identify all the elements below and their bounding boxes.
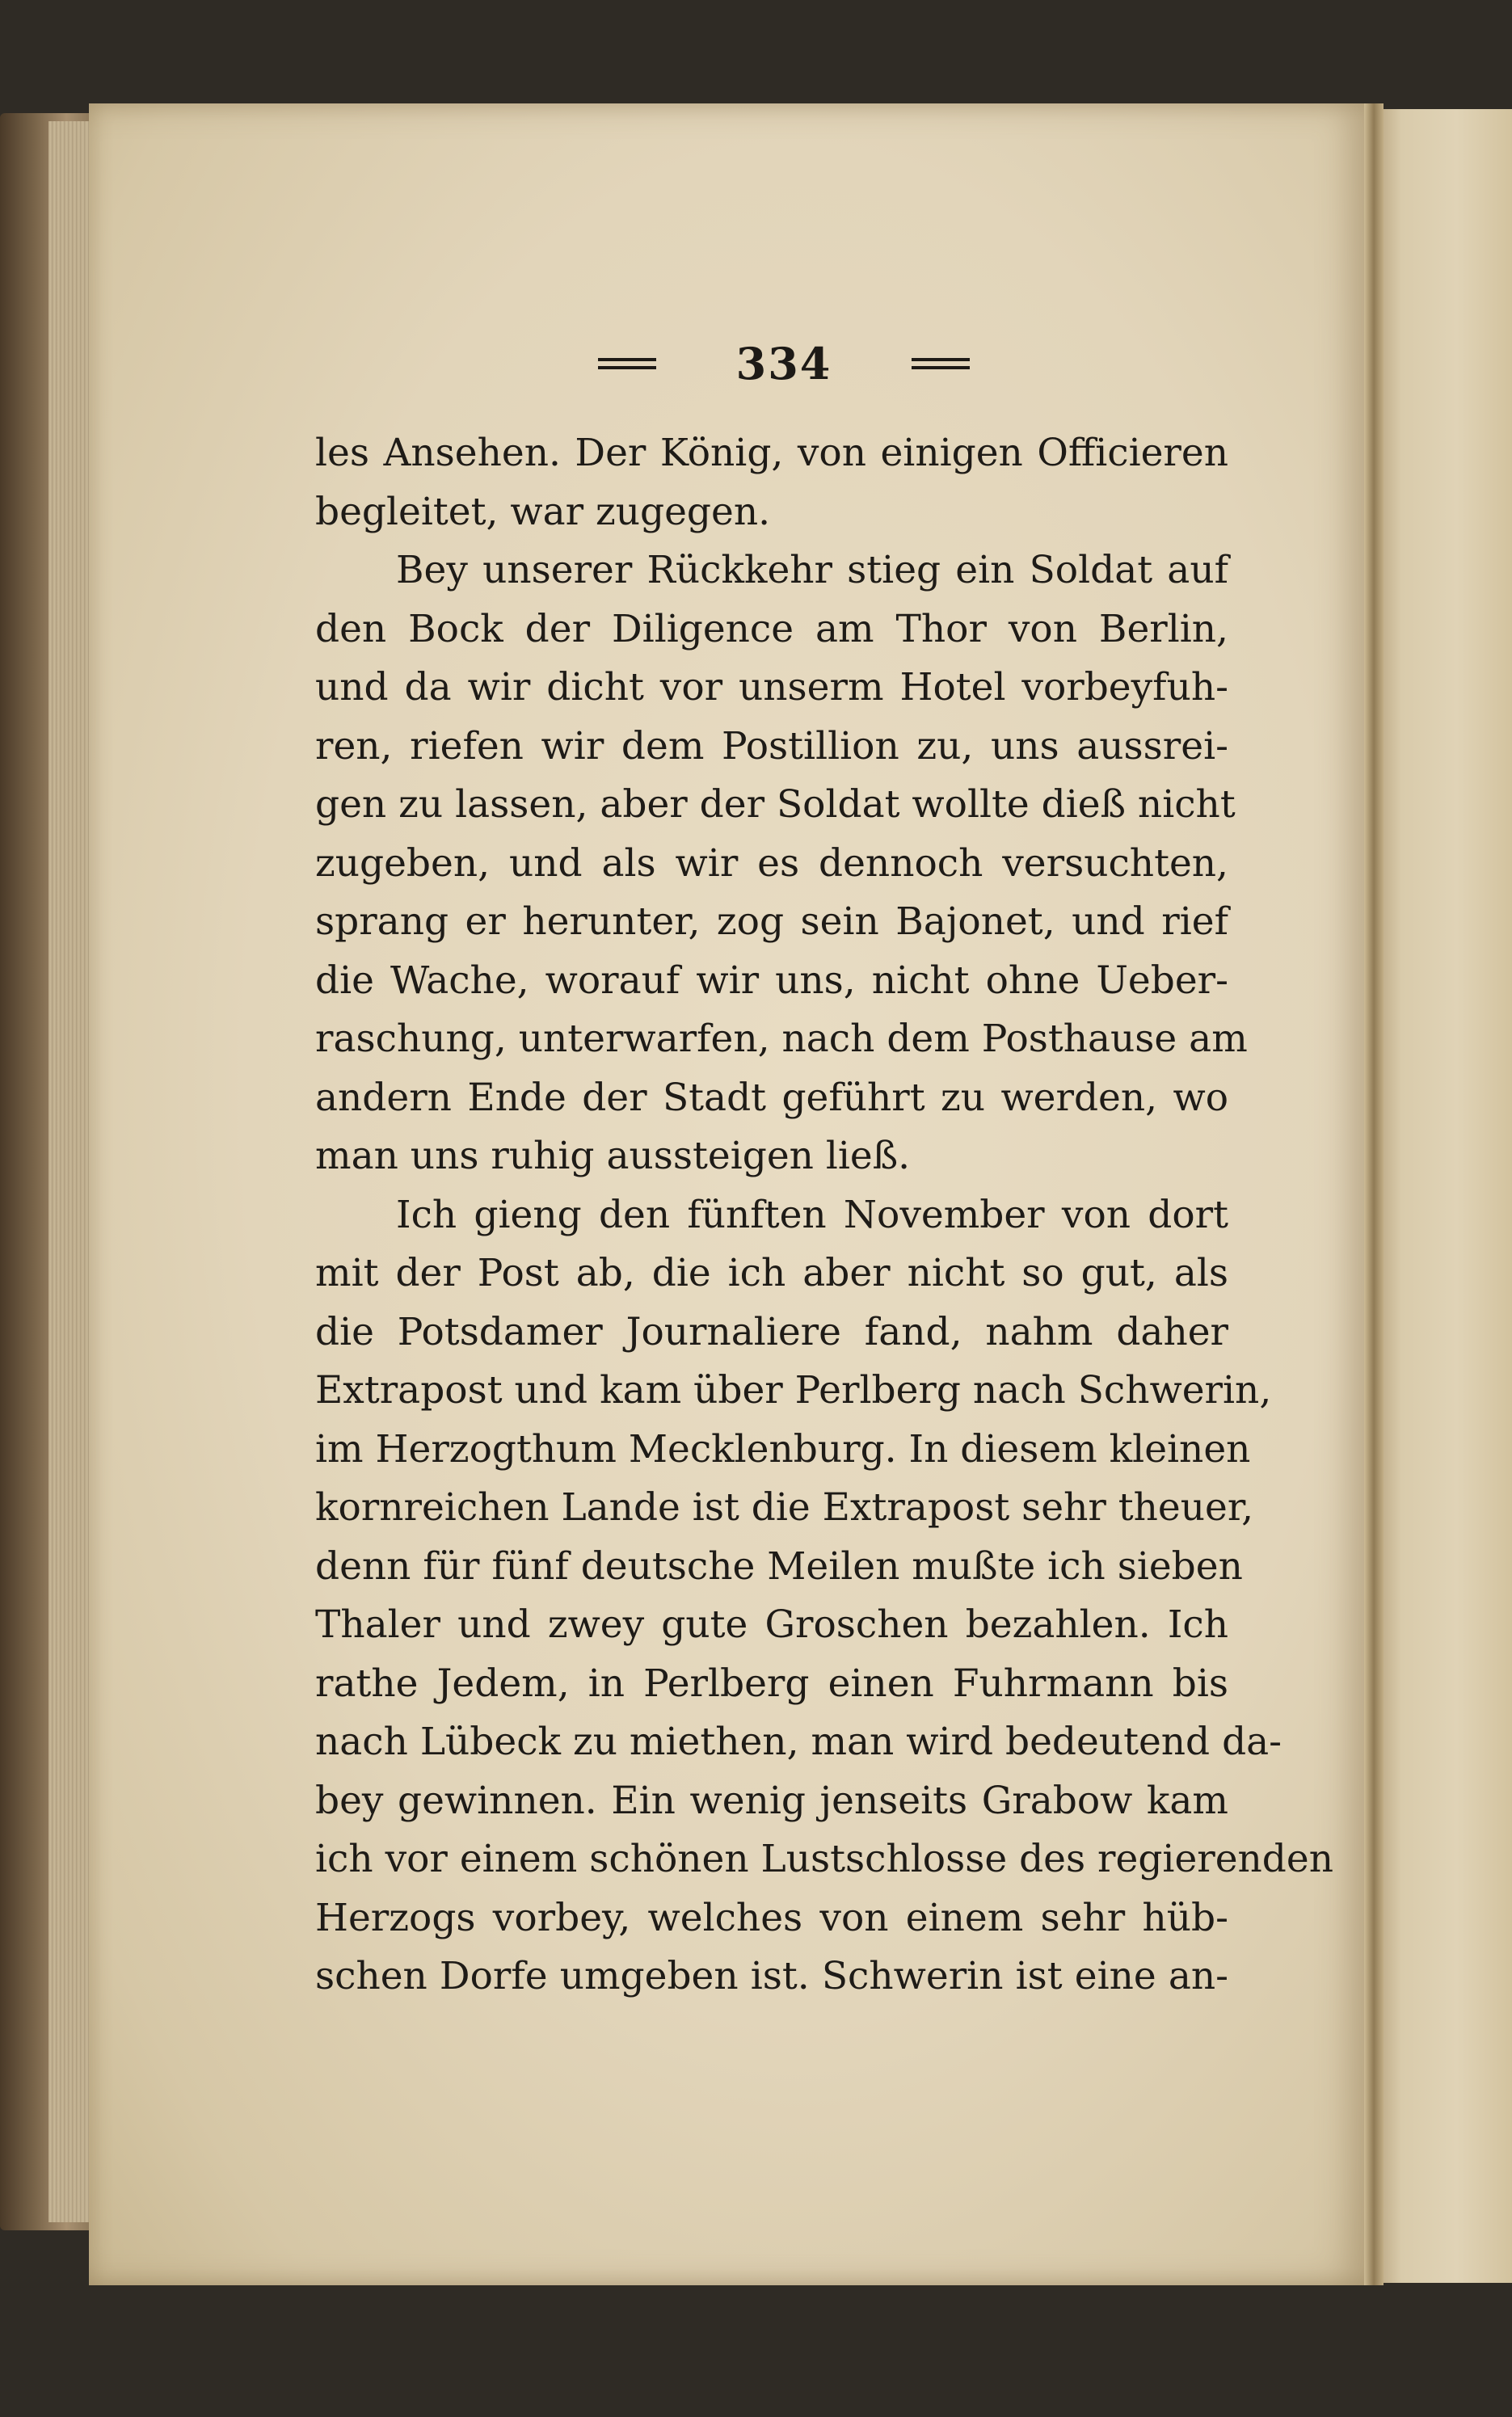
page-header: [598, 335, 970, 392]
text-line: begleitet, war zugegen.: [315, 489, 771, 534]
text-line: die Potsdamer Journaliere fand, nahm daher: [315, 1309, 1228, 1354]
body-text: [315, 424, 1333, 2006]
text-line: andern Ende der Stadt geführt zu werden, wo: [315, 1075, 1228, 1120]
text-line: man uns ruhig aussteigen ließ.: [315, 1134, 911, 1178]
header-rule-left: [598, 358, 656, 369]
text-line: gen zu lassen, aber der Soldat wollte dieß nicht: [315, 782, 1236, 827]
header-rule-right: [912, 358, 970, 369]
text-line: Herzogs vorbey, welches von einem sehr hüb-: [315, 1895, 1228, 1940]
text-line: Thaler und zwey gute Groschen bezahlen. Ich: [315, 1602, 1228, 1647]
text-line: im Herzogthum Mecklenburg. In diesem kleinen: [315, 1426, 1251, 1472]
page-number: 334: [735, 338, 832, 389]
text-line: Ich gieng den fünften November von dort: [396, 1192, 1228, 1237]
text-line: bey gewinnen. Ein wenig jenseits Grabow kam: [315, 1778, 1228, 1823]
text-line: raschung, unterwarfen, nach dem Posthause am: [315, 1017, 1248, 1061]
facing-page-edge: [1374, 109, 1512, 2283]
text-line: nach Lübeck zu miethen, man wird bedeutend da-: [315, 1720, 1282, 1764]
text-line: les Ansehen. Der König, von einigen Officieren: [315, 431, 1228, 475]
text-line: Bey unserer Rückkehr stieg ein Soldat auf: [396, 548, 1228, 592]
text-line: und da wir dicht vor unserm Hotel vorbeyfuh-: [315, 665, 1228, 710]
text-line: ren, riefen wir dem Postillion zu, uns aussrei-: [315, 723, 1228, 768]
text-line: sprang er herunter, zog sein Bajonet, und rief: [315, 899, 1228, 944]
text-line: den Bock der Diligence am Thor von Berlin,: [315, 606, 1228, 651]
text-line: mit der Post ab, die ich aber nicht so gut, als: [315, 1251, 1228, 1295]
text-line: die Wache, worauf wir uns, nicht ohne Ueber-: [315, 958, 1228, 1003]
text-line: kornreichen Lande ist die Extrapost sehr theuer,: [315, 1485, 1254, 1530]
text-line: Extrapost und kam über Perlberg nach Schwerin,: [315, 1368, 1272, 1413]
text-line: zugeben, und als wir es dennoch versuchten,: [315, 840, 1228, 886]
book-gutter: [1364, 103, 1384, 2285]
text-line: denn für fünf deutsche Meilen mußte ich sieben: [315, 1543, 1243, 1589]
text-line: ich vor einem schönen Lustschlosse des regierenden: [315, 1837, 1333, 1881]
text-line: schen Dorfe umgeben ist. Schwerin ist eine an-: [315, 1954, 1228, 1998]
text-line: rathe Jedem, in Perlberg einen Fuhrmann bis: [315, 1661, 1228, 1706]
